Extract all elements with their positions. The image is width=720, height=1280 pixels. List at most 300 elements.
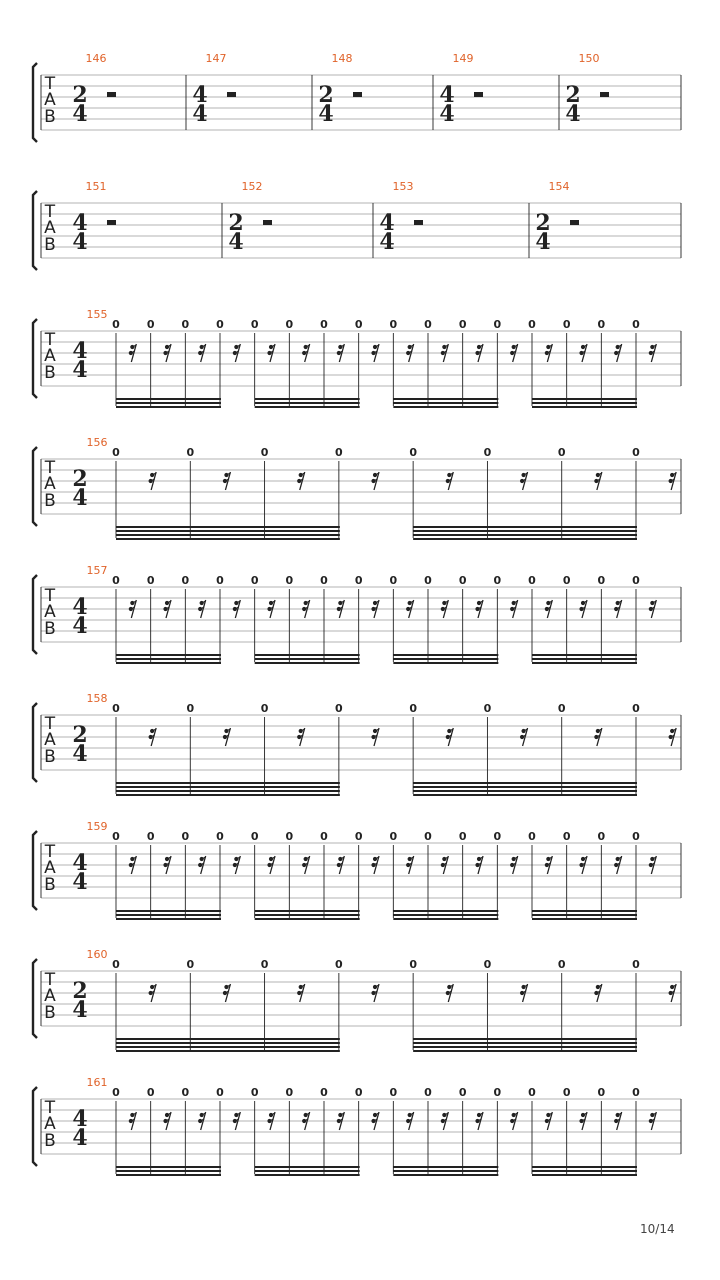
system-bracket — [33, 63, 37, 142]
fret-number: 0 — [409, 958, 417, 971]
measure-rest — [107, 220, 116, 225]
time-signature-denominator: 4 — [72, 229, 88, 255]
fret-number: 0 — [285, 1086, 294, 1099]
system-bracket — [33, 575, 37, 654]
measure — [72, 1076, 656, 1176]
beam — [255, 654, 360, 656]
measure-rest — [107, 92, 116, 97]
fret-number: 0 — [493, 318, 502, 331]
beam — [116, 1050, 340, 1052]
rest-flag-dot — [223, 735, 227, 739]
fret-number: 0 — [216, 574, 224, 587]
tab-system — [33, 692, 681, 796]
fret-number: 0 — [632, 318, 640, 331]
time-signature-denominator: 4 — [72, 357, 88, 383]
beam — [255, 910, 360, 912]
tab-system — [33, 1076, 681, 1176]
measure-number: 149 — [452, 52, 474, 65]
beam — [255, 658, 360, 660]
fret-number: 0 — [285, 318, 294, 331]
beam — [413, 786, 637, 788]
time-signature-denominator: 4 — [565, 101, 581, 127]
tab-clef-letter: B — [44, 235, 56, 255]
fret-number: 0 — [483, 958, 492, 971]
measure-number: 154 — [548, 180, 570, 193]
tab-clef-letter: A — [44, 602, 56, 622]
fret-number: 0 — [260, 702, 269, 715]
tab-clef-letter: A — [44, 474, 56, 494]
beam — [413, 538, 637, 540]
beam — [413, 1046, 637, 1048]
system-bracket — [33, 959, 37, 1038]
fret-number: 0 — [632, 446, 640, 459]
tab-system — [33, 564, 681, 664]
measure — [72, 820, 656, 920]
rest-flag-dot — [129, 863, 133, 867]
beam — [255, 914, 360, 916]
fret-number: 0 — [409, 446, 417, 459]
tab-clef-letter: T — [44, 842, 56, 862]
measure-number: 159 — [86, 820, 108, 833]
beam — [116, 662, 221, 664]
measure — [439, 52, 559, 130]
beam — [116, 538, 340, 540]
measure — [228, 180, 373, 258]
fret-number: 0 — [335, 702, 343, 715]
beam — [116, 910, 221, 912]
fret-number: 0 — [354, 830, 363, 843]
system-bracket — [33, 703, 37, 782]
tab-clef-letter: T — [44, 74, 56, 94]
fret-number: 0 — [483, 702, 492, 715]
measure-number: 161 — [86, 1076, 108, 1089]
measure-number: 152 — [241, 180, 263, 193]
beam — [116, 794, 340, 796]
tab-system — [33, 308, 681, 408]
fret-number: 0 — [250, 574, 259, 587]
measure-number: 151 — [85, 180, 107, 193]
fret-number: 0 — [216, 318, 224, 331]
fret-number: 0 — [424, 574, 432, 587]
beam — [116, 402, 221, 404]
beam — [116, 406, 221, 408]
time-signature-numerator: 4 — [379, 210, 395, 236]
beam — [255, 402, 360, 404]
beam — [116, 534, 340, 536]
beam — [413, 1042, 637, 1044]
time-signature-denominator: 4 — [72, 485, 88, 511]
fret-number: 0 — [112, 318, 120, 331]
rest-flag-dot — [234, 1113, 238, 1117]
fret-number: 0 — [458, 574, 467, 587]
fret-number: 0 — [216, 1086, 224, 1099]
beam — [255, 1174, 360, 1176]
fret-number: 0 — [562, 318, 571, 331]
measure — [379, 180, 529, 258]
fret-number: 0 — [562, 574, 571, 587]
fret-number: 0 — [320, 574, 328, 587]
beam — [255, 406, 360, 408]
beam — [116, 1166, 221, 1168]
tab-clef-letter: B — [44, 875, 56, 895]
time-signature-numerator: 2 — [72, 466, 88, 492]
tab-clef-letter: A — [44, 346, 56, 366]
beam — [393, 1174, 498, 1176]
tab-clef-letter: B — [44, 107, 56, 127]
beam — [532, 654, 637, 656]
fret-number: 0 — [146, 830, 155, 843]
beam — [532, 1170, 637, 1172]
fret-number: 0 — [112, 1086, 120, 1099]
time-signature-numerator: 4 — [72, 850, 88, 876]
measure — [72, 436, 676, 540]
beam — [393, 402, 498, 404]
beam — [116, 1174, 221, 1176]
rest-flag-dot — [129, 1119, 133, 1123]
tab-clef-letter: T — [44, 970, 56, 990]
rest-flag-dot — [198, 863, 202, 867]
time-signature-numerator: 4 — [72, 210, 88, 236]
beam — [413, 1038, 637, 1040]
fret-number: 0 — [335, 446, 343, 459]
fret-number: 0 — [424, 1086, 432, 1099]
beam — [116, 790, 340, 792]
tab-clef-letter: T — [44, 586, 56, 606]
tab-clef-letter: A — [44, 858, 56, 878]
beam — [116, 914, 221, 916]
beam — [116, 786, 340, 788]
tab-system — [33, 436, 681, 540]
tab-clef-letter: T — [44, 330, 56, 350]
beam — [255, 918, 360, 920]
measure — [318, 52, 433, 130]
fret-number: 0 — [181, 1086, 190, 1099]
rest-flag-dot — [223, 479, 227, 483]
time-signature-denominator: 4 — [535, 229, 551, 255]
fret-number: 0 — [186, 702, 195, 715]
fret-number: 0 — [557, 446, 566, 459]
beam — [413, 526, 637, 528]
tab-clef-letter: B — [44, 747, 56, 767]
fret-number: 0 — [285, 574, 294, 587]
measure-rest — [353, 92, 362, 97]
measure — [535, 180, 579, 255]
fret-number: 0 — [354, 318, 363, 331]
fret-number: 0 — [389, 574, 398, 587]
beam — [116, 530, 340, 532]
tab-clef-letter: B — [44, 1131, 56, 1151]
time-signature-denominator: 4 — [72, 997, 88, 1023]
fret-number: 0 — [112, 702, 120, 715]
time-signature-numerator: 4 — [72, 594, 88, 620]
time-signature-numerator: 4 — [72, 1106, 88, 1132]
time-signature-numerator: 2 — [72, 978, 88, 1004]
tab-clef-letter: T — [44, 714, 56, 734]
fret-number: 0 — [597, 318, 606, 331]
time-signature-denominator: 4 — [72, 741, 88, 767]
beam — [393, 654, 498, 656]
rest-flag-dot — [223, 991, 227, 995]
fret-number: 0 — [424, 830, 432, 843]
fret-number: 0 — [632, 574, 640, 587]
fret-number: 0 — [112, 830, 120, 843]
fret-number: 0 — [389, 1086, 398, 1099]
fret-number: 0 — [562, 830, 571, 843]
measure-rest — [263, 220, 272, 225]
measure-rest — [414, 220, 423, 225]
time-signature-numerator: 2 — [565, 82, 581, 108]
beam — [393, 662, 498, 664]
rest-flag-dot — [224, 729, 228, 733]
tab-clef-letter: T — [44, 202, 56, 222]
rest-flag-dot — [234, 601, 238, 605]
measure — [72, 308, 656, 408]
beam — [532, 658, 637, 660]
rest-flag-dot — [233, 351, 237, 355]
time-signature-denominator: 4 — [72, 1125, 88, 1151]
beam — [532, 918, 637, 920]
time-signature-numerator: 4 — [439, 82, 455, 108]
beam — [532, 402, 637, 404]
beam — [116, 1042, 340, 1044]
rest-flag-dot — [233, 607, 237, 611]
beam — [255, 1170, 360, 1172]
beam — [116, 918, 221, 920]
fret-number: 0 — [597, 830, 606, 843]
tab-system — [33, 180, 681, 270]
rest-flag-dot — [129, 607, 133, 611]
fret-number: 0 — [483, 446, 492, 459]
tab-clef-letter: T — [44, 1098, 56, 1118]
beam — [532, 914, 637, 916]
beam — [532, 662, 637, 664]
tab-clef-letter: A — [44, 986, 56, 1006]
fret-number: 0 — [493, 830, 502, 843]
fret-number: 0 — [458, 1086, 467, 1099]
beam — [393, 1166, 498, 1168]
beam — [532, 1174, 637, 1176]
fret-number: 0 — [528, 318, 536, 331]
fret-number: 0 — [216, 830, 224, 843]
beam — [255, 662, 360, 664]
time-signature-numerator: 2 — [318, 82, 334, 108]
tab-clef-letter: A — [44, 730, 56, 750]
time-signature-denominator: 4 — [379, 229, 395, 255]
fret-number: 0 — [112, 446, 120, 459]
tab-system — [33, 52, 681, 142]
system-bracket — [33, 191, 37, 270]
rest-flag-dot — [130, 345, 134, 349]
rest-flag-dot — [233, 1119, 237, 1123]
fret-number: 0 — [320, 318, 328, 331]
beam — [413, 1050, 637, 1052]
system-bracket — [33, 1087, 37, 1166]
fret-number: 0 — [181, 318, 190, 331]
fret-number: 0 — [632, 702, 640, 715]
beam — [532, 398, 637, 400]
rest-flag-dot — [234, 857, 238, 861]
fret-number: 0 — [335, 958, 343, 971]
time-signature-denominator: 4 — [318, 101, 334, 127]
measure-rest — [227, 92, 236, 97]
beam — [255, 1166, 360, 1168]
fret-number: 0 — [557, 958, 566, 971]
fret-number: 0 — [632, 830, 640, 843]
time-signature-numerator: 4 — [72, 338, 88, 364]
fret-number: 0 — [424, 318, 432, 331]
rest-flag-dot — [130, 1113, 134, 1117]
beam — [532, 910, 637, 912]
fret-number: 0 — [146, 574, 155, 587]
fret-number: 0 — [557, 702, 566, 715]
fret-number: 0 — [632, 958, 640, 971]
measure — [72, 692, 676, 796]
measure-number: 146 — [85, 52, 107, 65]
beam — [393, 658, 498, 660]
beam — [413, 790, 637, 792]
beam — [532, 1166, 637, 1168]
time-signature-denominator: 4 — [228, 229, 244, 255]
time-signature-numerator: 2 — [228, 210, 244, 236]
tab-clef-letter: B — [44, 363, 56, 383]
measure — [192, 52, 312, 130]
fret-number: 0 — [181, 574, 190, 587]
time-signature-numerator: 2 — [535, 210, 551, 236]
rest-flag-dot — [130, 857, 134, 861]
fret-number: 0 — [389, 318, 398, 331]
fret-number: 0 — [458, 318, 467, 331]
measure-number: 153 — [392, 180, 414, 193]
tab-system — [33, 820, 681, 920]
measure — [72, 948, 676, 1052]
fret-number: 0 — [285, 830, 294, 843]
fret-number: 0 — [528, 574, 536, 587]
time-signature-numerator: 4 — [192, 82, 208, 108]
time-signature-denominator: 4 — [439, 101, 455, 127]
measure-rest — [570, 220, 579, 225]
beam — [532, 406, 637, 408]
rest-flag-dot — [129, 351, 133, 355]
time-signature-denominator: 4 — [72, 869, 88, 895]
beam — [116, 654, 221, 656]
fret-number: 0 — [458, 830, 467, 843]
fret-number: 0 — [528, 830, 536, 843]
beam — [116, 1046, 340, 1048]
time-signature-denominator: 4 — [72, 101, 88, 127]
beam — [413, 534, 637, 536]
fret-number: 0 — [146, 1086, 155, 1099]
fret-number: 0 — [597, 574, 606, 587]
beam — [393, 918, 498, 920]
beam — [116, 526, 340, 528]
fret-number: 0 — [260, 446, 269, 459]
fret-number: 0 — [250, 830, 259, 843]
beam — [116, 782, 340, 784]
rest-flag-dot — [200, 601, 204, 605]
measure-number: 150 — [578, 52, 600, 65]
fret-number: 0 — [597, 1086, 606, 1099]
system-bracket — [33, 319, 37, 398]
measure-number: 160 — [86, 948, 108, 961]
fret-number: 0 — [186, 446, 195, 459]
beam — [393, 406, 498, 408]
tab-clef-letter: T — [44, 458, 56, 478]
fret-number: 0 — [146, 318, 155, 331]
fret-number: 0 — [493, 1086, 502, 1099]
beam — [116, 398, 221, 400]
tab-clef-letter: B — [44, 619, 56, 639]
rest-flag-dot — [130, 601, 134, 605]
measure-rest — [474, 92, 483, 97]
measure-number: 155 — [86, 308, 108, 321]
measure-number: 157 — [86, 564, 108, 577]
measure-number: 148 — [331, 52, 353, 65]
tab-clef-letter: B — [44, 1003, 56, 1023]
beam — [393, 910, 498, 912]
rest-flag-dot — [224, 985, 228, 989]
beam — [413, 530, 637, 532]
fret-number: 0 — [528, 1086, 536, 1099]
beam — [255, 398, 360, 400]
beam — [393, 1170, 498, 1172]
measure-number: 147 — [205, 52, 227, 65]
fret-number: 0 — [320, 1086, 328, 1099]
fret-number: 0 — [112, 574, 120, 587]
tab-clef-letter: A — [44, 218, 56, 238]
beam — [393, 914, 498, 916]
rest-flag-dot — [198, 607, 202, 611]
beam — [393, 398, 498, 400]
rest-flag-dot — [200, 857, 204, 861]
fret-number: 0 — [354, 574, 363, 587]
fret-number: 0 — [389, 830, 398, 843]
fret-number: 0 — [562, 1086, 571, 1099]
measure — [565, 52, 609, 127]
tab-clef-letter: A — [44, 90, 56, 110]
fret-number: 0 — [250, 1086, 259, 1099]
system-bracket — [33, 447, 37, 526]
rest-flag-dot — [198, 1119, 202, 1123]
time-signature-numerator: 2 — [72, 82, 88, 108]
rest-flag-dot — [234, 345, 238, 349]
fret-number: 0 — [493, 574, 502, 587]
fret-number: 0 — [354, 1086, 363, 1099]
beam — [413, 794, 637, 796]
tab-clef-letter: A — [44, 1114, 56, 1134]
beam — [116, 658, 221, 660]
fret-number: 0 — [632, 1086, 640, 1099]
fret-number: 0 — [250, 318, 259, 331]
time-signature-denominator: 4 — [192, 101, 208, 127]
measure-rest — [600, 92, 609, 97]
rest-flag-dot — [198, 351, 202, 355]
fret-number: 0 — [112, 958, 120, 971]
fret-number: 0 — [320, 830, 328, 843]
rest-flag-dot — [233, 863, 237, 867]
fret-number: 0 — [186, 958, 195, 971]
beam — [116, 1170, 221, 1172]
rest-flag-dot — [224, 473, 228, 477]
time-signature-denominator: 4 — [72, 613, 88, 639]
time-signature-numerator: 2 — [72, 722, 88, 748]
beam — [413, 782, 637, 784]
beam — [116, 1038, 340, 1040]
page-number: 10/14 — [640, 1222, 675, 1236]
fret-number: 0 — [409, 702, 417, 715]
measure — [72, 52, 186, 130]
tab-clef-letter: B — [44, 491, 56, 511]
system-bracket — [33, 831, 37, 910]
